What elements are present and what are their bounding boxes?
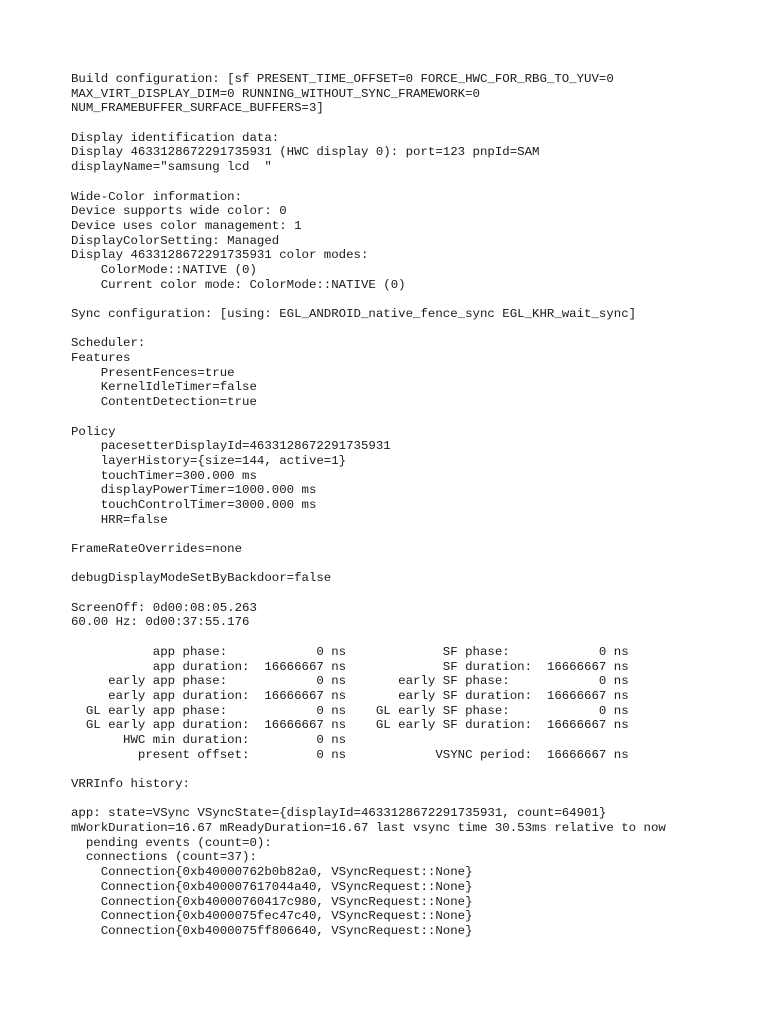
text-line: Build configuration: [sf PRESENT_TIME_OFFSET=0 FORCE_HWC_FOR_RBG_TO_YUV=0 [71,72,614,86]
text-line: MAX_VIRT_DISPLAY_DIM=0 RUNNING_WITHOUT_SYNC_FRAMEWORK=0 [71,86,480,101]
blank-line [71,586,761,601]
blank-line [71,322,761,337]
text-line: HWC min duration: 0 ns [71,732,347,747]
blank-line [71,792,761,807]
text-line: early app duration: 16666667 ns early SF duration: 16666667 ns [71,688,629,703]
text-line: app duration: 16666667 ns SF duration: 16666667 ns [71,659,629,674]
text-line: ContentDetection=true [71,395,257,410]
text-line: layerHistory={size=144, active=1} [71,453,347,468]
text-line: GL early app phase: 0 ns GL early SF phase: 0 ns [71,703,629,718]
text-line: ColorMode::NATIVE (0) [71,262,257,277]
text-line: pending events (count=0): [71,835,272,850]
text-line: app: state=VSync VSyncState={displayId=4633128672291735931, count=64901} [71,806,607,821]
blank-line [71,175,761,190]
text-line: VRRInfo history: [71,777,190,791]
text-line: KernelIdleTimer=false [71,380,257,395]
blank-line [71,116,761,131]
text-line: Connection{0xb4000075fec47c40, VSyncRequest::None} [71,909,473,924]
text-line: DisplayColorSetting: Managed [71,233,280,248]
text-line: Features [71,351,131,366]
text-line: Policy [71,424,116,439]
text-line: Device supports wide color: 0 [71,204,287,219]
text-line: pacesetterDisplayId=4633128672291735931 [71,439,391,454]
text-line: Current color mode: ColorMode::NATIVE (0) [71,277,406,292]
text-line: FrameRateOverrides=none [71,542,243,556]
text-line: HRR=false [71,512,168,527]
text-line: ScreenOff: 0d00:08:05.263 [71,600,257,615]
text-line: Connection{0xb40000760417c980, VSyncRequest::None} [71,894,473,909]
blank-line [71,527,761,542]
blank-line [71,410,761,425]
text-line: connections (count=37): [71,850,257,865]
text-line: debugDisplayModeSetByBackdoor=false [71,571,332,586]
text-line: Connection{0xb400007617044a40, VSyncRequest::None} [71,879,473,894]
text-line: early app phase: 0 ns early SF phase: 0 ns [71,674,629,689]
dumpsys-text-document [71,72,761,939]
text-line: Sync configuration: [using: EGL_ANDROID_native_fence_sync EGL_KHR_wait_sync] [71,307,637,321]
text-line: Display 4633128672291735931 (HWC display 0): port=123 pnpId=SAM [71,145,540,160]
text-line: Scheduler: [71,336,146,351]
text-line: app phase: 0 ns SF phase: 0 ns [71,644,629,659]
text-line: touchTimer=300.000 ms [71,468,257,483]
blank-line [71,557,761,572]
text-line: Wide-Color information: [71,189,243,204]
text-line: GL early app duration: 16666667 ns GL early SF duration: 16666667 ns [71,718,629,733]
blank-line [71,630,761,645]
text-line: displayName="samsung lcd " [71,160,272,175]
text-line: Connection{0xb4000075ff806640, VSyncRequest::None} [71,923,473,938]
text-line: 60.00 Hz: 0d00:37:55.176 [71,615,250,630]
text-line: Device uses color management: 1 [71,218,302,233]
blank-line [71,762,761,777]
text-line: PresentFences=true [71,365,235,380]
blank-line [71,292,761,307]
text-line: displayPowerTimer=1000.000 ms [71,483,317,498]
text-line: NUM_FRAMEBUFFER_SURFACE_BUFFERS=3] [71,101,324,116]
text-line: present offset: 0 ns VSYNC period: 16666667 ns [71,747,629,762]
text-line: touchControlTimer=3000.000 ms [71,497,317,512]
text-line: Display 4633128672291735931 color modes: [71,248,369,263]
text-line: Connection{0xb40000762b0b82a0, VSyncRequest::None} [71,865,473,880]
text-line: mWorkDuration=16.67 mReadyDuration=16.67 last vsync time 30.53ms relative to now [71,821,666,836]
text-line: Display identification data: [71,130,280,145]
